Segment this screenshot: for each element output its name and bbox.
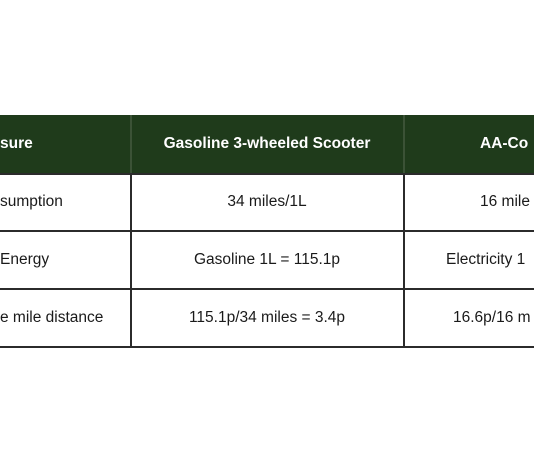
table-cell-row1-gasoline: 34 miles/1L (227, 193, 307, 210)
header-cell-measure: sure (0, 135, 33, 152)
table-cell-row2-gasoline: Gasoline 1L = 115.1p (193, 250, 341, 268)
header-cell-aa-scooter: AA-Co (480, 135, 529, 152)
table-cell-row1-aa: 16 mile (480, 193, 530, 210)
table-cell-row2-aa: Electricity 1 (446, 250, 526, 268)
table-cell-row3-measure: e mile distance (0, 308, 104, 326)
row-divider (0, 346, 534, 348)
header-cell-gasoline-scooter: Gasoline 3-wheeled Scooter (163, 135, 371, 152)
table-cell-row3-gasoline: 115.1p/34 miles = 3.4p (188, 308, 346, 326)
table-cell-row3-aa: 16.6p/16 m (453, 308, 531, 326)
table-cell-row2-measure: Energy (0, 250, 50, 268)
table-cell-row1-measure: sumption (0, 193, 63, 210)
